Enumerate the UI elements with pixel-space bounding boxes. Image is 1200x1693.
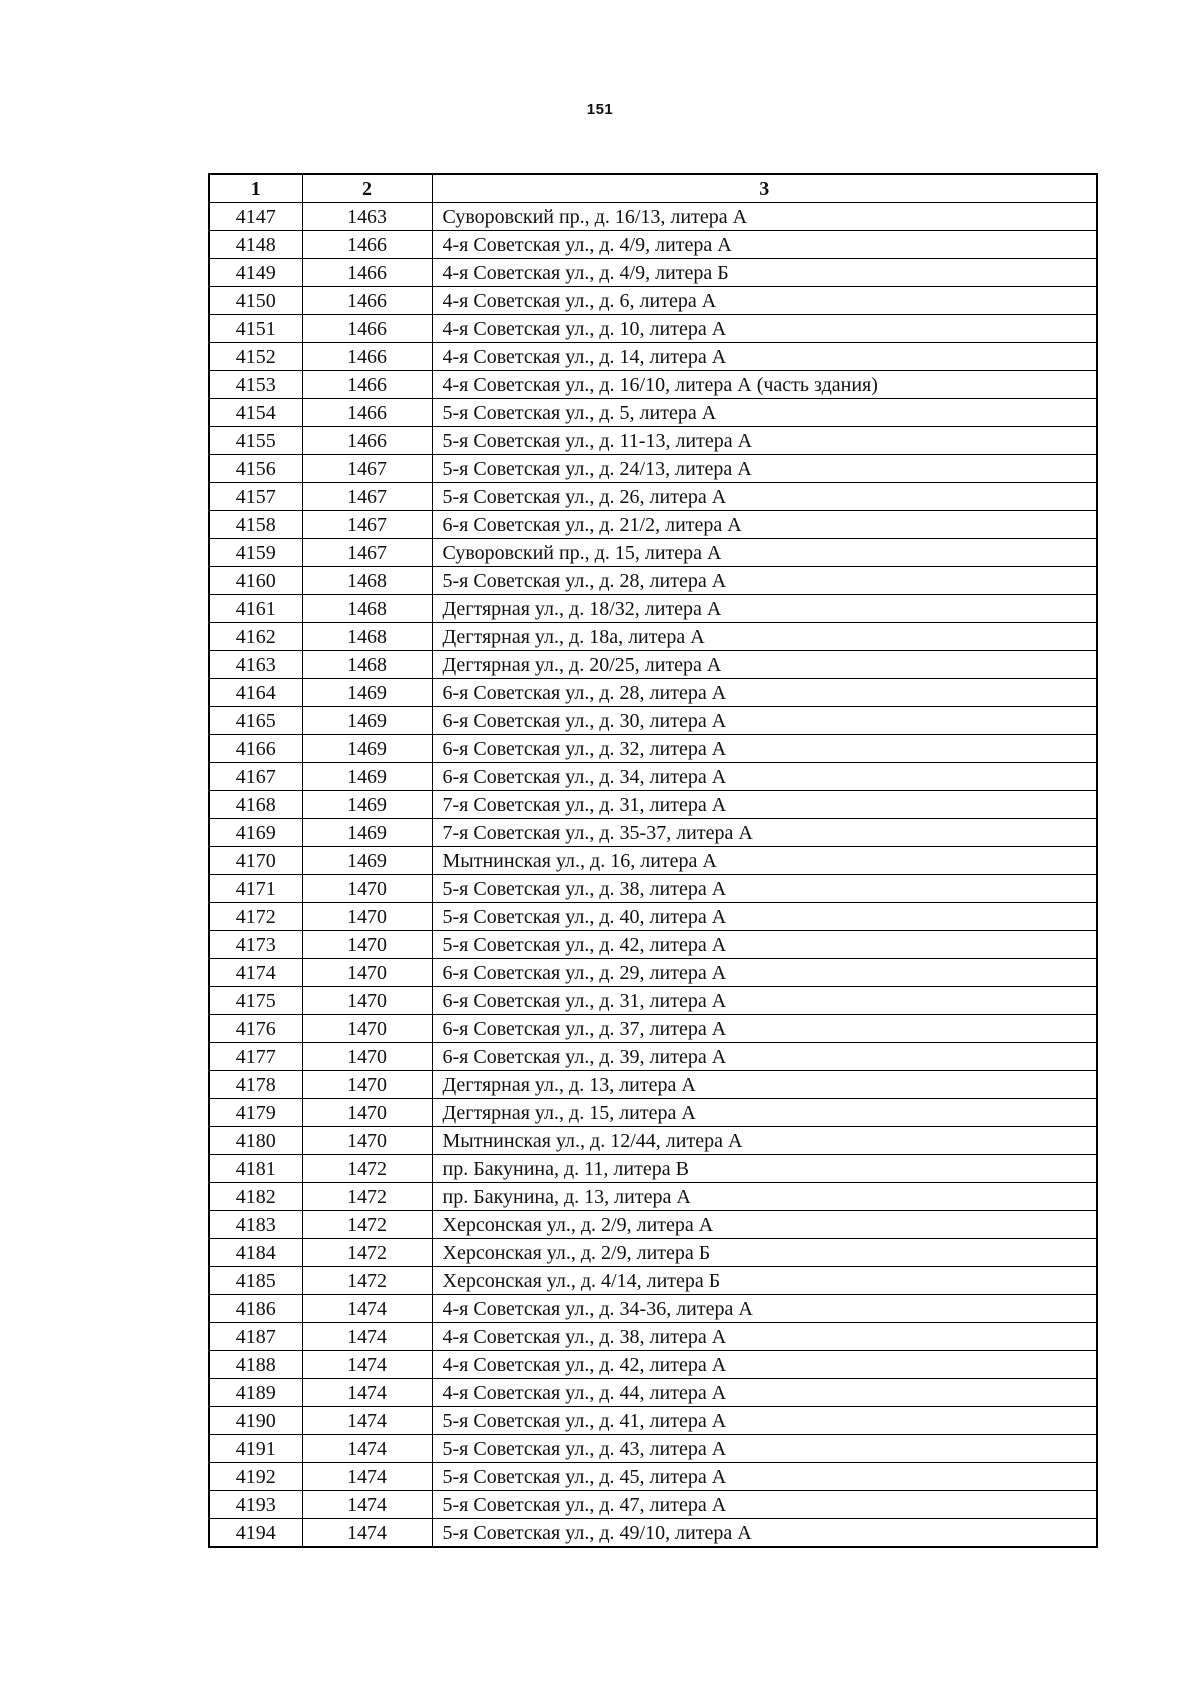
table-row xyxy=(209,1015,1097,1043)
row-number-cell: 4187 xyxy=(209,1323,302,1351)
row-number-cell: 4193 xyxy=(209,1491,302,1519)
row-number-cell: 4169 xyxy=(209,819,302,847)
row-address-cell: 4-я Советская ул., д. 38, литера А xyxy=(432,1323,1097,1351)
row-address-cell: 4-я Советская ул., д. 14, литера А xyxy=(432,343,1097,371)
row-code-cell: 1469 xyxy=(302,847,432,875)
row-address-cell: 5-я Советская ул., д. 45, литера А xyxy=(432,1463,1097,1491)
table-row xyxy=(209,1491,1097,1519)
header-row xyxy=(209,174,1097,203)
row-code-cell: 1474 xyxy=(302,1519,432,1548)
row-address-cell: 6-я Советская ул., д. 31, литера А xyxy=(432,987,1097,1015)
table-row xyxy=(209,1295,1097,1323)
row-number-cell: 4171 xyxy=(209,875,302,903)
row-number-cell: 4192 xyxy=(209,1463,302,1491)
row-code-cell: 1474 xyxy=(302,1491,432,1519)
table-row xyxy=(209,959,1097,987)
row-number-cell: 4188 xyxy=(209,1351,302,1379)
row-number-cell: 4151 xyxy=(209,315,302,343)
row-address-cell: Дегтярная ул., д. 13, литера А xyxy=(432,1071,1097,1099)
row-code-cell: 1463 xyxy=(302,203,432,231)
row-address-cell: 7-я Советская ул., д. 31, литера А xyxy=(432,791,1097,819)
row-code-cell: 1474 xyxy=(302,1407,432,1435)
table-row xyxy=(209,1239,1097,1267)
row-code-cell: 1469 xyxy=(302,679,432,707)
row-code-cell: 1470 xyxy=(302,875,432,903)
row-number-cell: 4170 xyxy=(209,847,302,875)
table-row xyxy=(209,623,1097,651)
table-row xyxy=(209,679,1097,707)
row-code-cell: 1470 xyxy=(302,931,432,959)
row-number-cell: 4183 xyxy=(209,1211,302,1239)
row-number-cell: 4167 xyxy=(209,763,302,791)
row-address-cell: Дегтярная ул., д. 15, литера А xyxy=(432,1099,1097,1127)
table-row xyxy=(209,567,1097,595)
table-row xyxy=(209,343,1097,371)
row-address-cell: Херсонская ул., д. 4/14, литера Б xyxy=(432,1267,1097,1295)
table-row xyxy=(209,427,1097,455)
row-code-cell: 1470 xyxy=(302,1099,432,1127)
row-number-cell: 4161 xyxy=(209,595,302,623)
row-code-cell: 1472 xyxy=(302,1239,432,1267)
table-row xyxy=(209,1127,1097,1155)
row-code-cell: 1469 xyxy=(302,735,432,763)
row-number-cell: 4166 xyxy=(209,735,302,763)
table-row xyxy=(209,1323,1097,1351)
row-number-cell: 4189 xyxy=(209,1379,302,1407)
row-address-cell: 5-я Советская ул., д. 49/10, литера А xyxy=(432,1519,1097,1548)
row-number-cell: 4178 xyxy=(209,1071,302,1099)
row-number-cell: 4147 xyxy=(209,203,302,231)
row-address-cell: 5-я Советская ул., д. 24/13, литера А xyxy=(432,455,1097,483)
row-address-cell: Мытнинская ул., д. 16, литера А xyxy=(432,847,1097,875)
page-number: 151 xyxy=(586,101,614,118)
row-code-cell: 1468 xyxy=(302,595,432,623)
row-address-cell: 6-я Советская ул., д. 32, литера А xyxy=(432,735,1097,763)
row-code-cell: 1470 xyxy=(302,1043,432,1071)
row-code-cell: 1469 xyxy=(302,791,432,819)
row-number-cell: 4190 xyxy=(209,1407,302,1435)
row-number-cell: 4168 xyxy=(209,791,302,819)
table-row xyxy=(209,875,1097,903)
row-address-cell: 5-я Советская ул., д. 43, литера А xyxy=(432,1435,1097,1463)
row-address-cell: Дегтярная ул., д. 18а, литера А xyxy=(432,623,1097,651)
table-row xyxy=(209,287,1097,315)
row-address-cell: Суворовский пр., д. 16/13, литера А xyxy=(432,203,1097,231)
row-address-cell: 6-я Советская ул., д. 39, литера А xyxy=(432,1043,1097,1071)
row-number-cell: 4156 xyxy=(209,455,302,483)
row-code-cell: 1469 xyxy=(302,763,432,791)
row-address-cell: Херсонская ул., д. 2/9, литера А xyxy=(432,1211,1097,1239)
table-row xyxy=(209,1463,1097,1491)
row-code-cell: 1468 xyxy=(302,651,432,679)
table-row xyxy=(209,203,1097,231)
row-address-cell: 6-я Советская ул., д. 30, литера А xyxy=(432,707,1097,735)
row-address-cell: 5-я Советская ул., д. 26, литера А xyxy=(432,483,1097,511)
row-code-cell: 1470 xyxy=(302,959,432,987)
table-row xyxy=(209,595,1097,623)
row-code-cell: 1466 xyxy=(302,259,432,287)
row-code-cell: 1474 xyxy=(302,1379,432,1407)
table-row xyxy=(209,1407,1097,1435)
row-address-cell: Херсонская ул., д. 2/9, литера Б xyxy=(432,1239,1097,1267)
row-number-cell: 4176 xyxy=(209,1015,302,1043)
row-number-cell: 4160 xyxy=(209,567,302,595)
row-address-cell: 4-я Советская ул., д. 16/10, литера А (часть здания) xyxy=(432,371,1097,399)
row-address-cell: Дегтярная ул., д. 18/32, литера А xyxy=(432,595,1097,623)
row-number-cell: 4157 xyxy=(209,483,302,511)
table-row xyxy=(209,259,1097,287)
row-code-cell: 1472 xyxy=(302,1155,432,1183)
row-number-cell: 4175 xyxy=(209,987,302,1015)
table-row xyxy=(209,539,1097,567)
row-code-cell: 1474 xyxy=(302,1295,432,1323)
row-address-cell: 4-я Советская ул., д. 44, литера А xyxy=(432,1379,1097,1407)
row-code-cell: 1466 xyxy=(302,287,432,315)
row-address-cell: 6-я Советская ул., д. 28, литера А xyxy=(432,679,1097,707)
row-address-cell: пр. Бакунина, д. 13, литера А xyxy=(432,1183,1097,1211)
row-address-cell: 4-я Советская ул., д. 10, литера А xyxy=(432,315,1097,343)
table-row xyxy=(209,931,1097,959)
row-code-cell: 1466 xyxy=(302,427,432,455)
row-code-cell: 1467 xyxy=(302,455,432,483)
row-address-cell: Мытнинская ул., д. 12/44, литера А xyxy=(432,1127,1097,1155)
header-col-2: 2 xyxy=(302,174,432,203)
row-code-cell: 1469 xyxy=(302,707,432,735)
row-address-cell: 7-я Советская ул., д. 35-37, литера А xyxy=(432,819,1097,847)
address-register-table xyxy=(208,173,1098,1548)
row-address-cell: 4-я Советская ул., д. 42, литера А xyxy=(432,1351,1097,1379)
row-code-cell: 1466 xyxy=(302,399,432,427)
row-number-cell: 4149 xyxy=(209,259,302,287)
table-row xyxy=(209,1379,1097,1407)
row-number-cell: 4194 xyxy=(209,1519,302,1548)
row-number-cell: 4185 xyxy=(209,1267,302,1295)
table-row xyxy=(209,455,1097,483)
table-row xyxy=(209,1435,1097,1463)
row-number-cell: 4191 xyxy=(209,1435,302,1463)
row-number-cell: 4174 xyxy=(209,959,302,987)
row-address-cell: 5-я Советская ул., д. 41, литера А xyxy=(432,1407,1097,1435)
row-address-cell: 5-я Советская ул., д. 5, литера А xyxy=(432,399,1097,427)
row-code-cell: 1468 xyxy=(302,567,432,595)
row-number-cell: 4172 xyxy=(209,903,302,931)
row-code-cell: 1469 xyxy=(302,819,432,847)
table-row xyxy=(209,1519,1097,1548)
table-row xyxy=(209,1351,1097,1379)
table-row xyxy=(209,399,1097,427)
table-row xyxy=(209,371,1097,399)
table-row xyxy=(209,763,1097,791)
row-number-cell: 4181 xyxy=(209,1155,302,1183)
row-number-cell: 4150 xyxy=(209,287,302,315)
row-number-cell: 4177 xyxy=(209,1043,302,1071)
table-row xyxy=(209,315,1097,343)
table-row xyxy=(209,987,1097,1015)
row-number-cell: 4165 xyxy=(209,707,302,735)
table-body xyxy=(209,203,1097,1548)
row-number-cell: 4152 xyxy=(209,343,302,371)
row-code-cell: 1466 xyxy=(302,231,432,259)
row-code-cell: 1466 xyxy=(302,343,432,371)
row-code-cell: 1467 xyxy=(302,483,432,511)
row-code-cell: 1474 xyxy=(302,1351,432,1379)
row-code-cell: 1470 xyxy=(302,1071,432,1099)
row-number-cell: 4155 xyxy=(209,427,302,455)
table-row xyxy=(209,707,1097,735)
row-number-cell: 4186 xyxy=(209,1295,302,1323)
row-number-cell: 4173 xyxy=(209,931,302,959)
row-code-cell: 1470 xyxy=(302,987,432,1015)
table-row xyxy=(209,791,1097,819)
row-number-cell: 4163 xyxy=(209,651,302,679)
row-code-cell: 1467 xyxy=(302,539,432,567)
row-code-cell: 1472 xyxy=(302,1211,432,1239)
row-address-cell: 6-я Советская ул., д. 34, литера А xyxy=(432,763,1097,791)
row-code-cell: 1468 xyxy=(302,623,432,651)
table-row xyxy=(209,847,1097,875)
row-number-cell: 4158 xyxy=(209,511,302,539)
row-number-cell: 4182 xyxy=(209,1183,302,1211)
table-row xyxy=(209,1099,1097,1127)
table-row xyxy=(209,1211,1097,1239)
row-address-cell: 6-я Советская ул., д. 29, литера А xyxy=(432,959,1097,987)
row-address-cell: 5-я Советская ул., д. 47, литера А xyxy=(432,1491,1097,1519)
row-address-cell: 4-я Советская ул., д. 4/9, литера А xyxy=(432,231,1097,259)
row-code-cell: 1474 xyxy=(302,1435,432,1463)
row-address-cell: 4-я Советская ул., д. 34-36, литера А xyxy=(432,1295,1097,1323)
row-address-cell: 4-я Советская ул., д. 6, литера А xyxy=(432,287,1097,315)
table-row xyxy=(209,1183,1097,1211)
row-number-cell: 4179 xyxy=(209,1099,302,1127)
table-header xyxy=(209,174,1097,203)
row-number-cell: 4184 xyxy=(209,1239,302,1267)
table-row xyxy=(209,511,1097,539)
row-number-cell: 4164 xyxy=(209,679,302,707)
table-row xyxy=(209,819,1097,847)
row-code-cell: 1467 xyxy=(302,511,432,539)
row-address-cell: 5-я Советская ул., д. 40, литера А xyxy=(432,903,1097,931)
table-row xyxy=(209,1155,1097,1183)
row-number-cell: 4153 xyxy=(209,371,302,399)
row-address-cell: Суворовский пр., д. 15, литера А xyxy=(432,539,1097,567)
row-address-cell: 5-я Советская ул., д. 42, литера А xyxy=(432,931,1097,959)
row-code-cell: 1472 xyxy=(302,1267,432,1295)
table-row xyxy=(209,1267,1097,1295)
row-code-cell: 1470 xyxy=(302,1015,432,1043)
row-number-cell: 4162 xyxy=(209,623,302,651)
row-code-cell: 1474 xyxy=(302,1463,432,1491)
row-address-cell: Дегтярная ул., д. 20/25, литера А xyxy=(432,651,1097,679)
row-address-cell: пр. Бакунина, д. 11, литера В xyxy=(432,1155,1097,1183)
row-number-cell: 4159 xyxy=(209,539,302,567)
row-number-cell: 4180 xyxy=(209,1127,302,1155)
row-address-cell: 6-я Советская ул., д. 21/2, литера А xyxy=(432,511,1097,539)
header-col-1: 1 xyxy=(209,174,302,203)
table-row xyxy=(209,735,1097,763)
table-row xyxy=(209,483,1097,511)
row-code-cell: 1470 xyxy=(302,903,432,931)
row-code-cell: 1472 xyxy=(302,1183,432,1211)
row-code-cell: 1470 xyxy=(302,1127,432,1155)
row-address-cell: 4-я Советская ул., д. 4/9, литера Б xyxy=(432,259,1097,287)
row-address-cell: 6-я Советская ул., д. 37, литера А xyxy=(432,1015,1097,1043)
table-row xyxy=(209,651,1097,679)
header-col-3: 3 xyxy=(432,174,1097,203)
table-row xyxy=(209,903,1097,931)
row-number-cell: 4148 xyxy=(209,231,302,259)
table-row xyxy=(209,1071,1097,1099)
row-number-cell: 4154 xyxy=(209,399,302,427)
row-code-cell: 1466 xyxy=(302,315,432,343)
row-code-cell: 1474 xyxy=(302,1323,432,1351)
table-row xyxy=(209,231,1097,259)
row-address-cell: 5-я Советская ул., д. 11-13, литера А xyxy=(432,427,1097,455)
row-address-cell: 5-я Советская ул., д. 38, литера А xyxy=(432,875,1097,903)
table-row xyxy=(209,1043,1097,1071)
row-code-cell: 1466 xyxy=(302,371,432,399)
row-address-cell: 5-я Советская ул., д. 28, литера А xyxy=(432,567,1097,595)
